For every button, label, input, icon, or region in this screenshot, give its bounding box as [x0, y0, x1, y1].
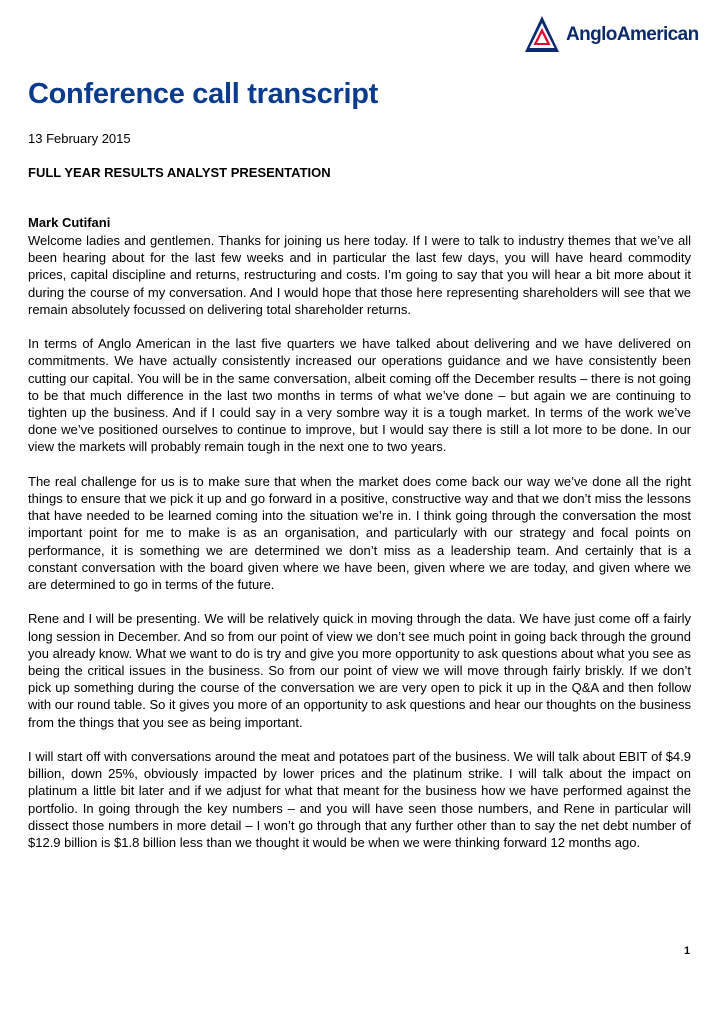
anglo-american-emblem-icon: [523, 14, 561, 56]
transcript-paragraph: Rene and I will be presenting. We will be relatively quick in moving through the data. We have just come off a fairly long session in December. And so from our point of view we don’t see much point in going back through the ground you already know. What we want to do is try and give you more opportunity to ask questions about what you see as being the critical issues in the business. So from our point of view we will move through fairly briskly. If we don’t pick up something during the course of the conversation we are very open to pick it up in the Q&A and then follow with our round table. So it gives you more of an opportunity to ask questions and hear our thoughts on the business from the things that you see as being important.: [28, 611, 691, 730]
page-number: 1: [684, 945, 691, 957]
document-date: 13 February 2015: [28, 131, 131, 146]
logo-wordmark: AngloAmerican: [566, 24, 699, 45]
anglo-american-logo: [523, 14, 699, 56]
transcript-paragraph: The real challenge for us is to make sure that when the market does come back our way we’ve done all the right things to ensure that we pick it up and go forward in a positive, constructive way and that we don’t miss the lessons that have needed to be learned coming into the situation we’re in. I think going through the conversation the most important point for me to make is as an organisation, and particularly with our strategy and focal points on performance, it is something we are determined we don’t miss as a leadership team. And certainly that is a constant conversation with the board given where we have been, given where we are today, and given where we are determined to go in terms of the future.: [28, 473, 691, 593]
transcript-paragraph: Welcome ladies and gentlemen. Thanks for joining us here today. If I were to talk to industry themes that we’ve all been hearing about for the last few weeks and in particular the last few days, you will have heard commodity prices, capital discipline and returns, restructuring and costs. I’m going to say that you will hear a bit more about it during the course of my conversation. And I would hope that those here representing shareholders will see that we remain absolutely focussed on delivering total shareholder returns.: [28, 233, 691, 317]
section-heading: FULL YEAR RESULTS ANALYST PRESENTATION: [28, 165, 331, 180]
transcript-paragraph: In terms of Anglo American in the last five quarters we have talked about delivering and we have delivered on commitments. We have actually consistently increased our operations guidance and we have consistently been cutting our capital. You will be in the same conversation, albeit coming off the December results – there is not going to be that much difference in the last two months in terms of what we’ve done – but again we are continuing to tighten up the business. And if I could say in a very sombre way it is a tough market. In terms of the work we’ve done we’ve positioned ourselves to continue to improve, but I would say there is still a lot more to be done. In our view the markets will probably remain tough in the next one to two years.: [28, 336, 691, 455]
transcript-body: [28, 232, 691, 868]
speaker-name: Mark Cutifani: [28, 215, 111, 230]
transcript-paragraph: I will start off with conversations around the meat and potatoes part of the business. We will talk about EBIT of $4.9 billion, down 25%, obviously impacted by lower prices and the platinum strike. I will talk about the impact on platinum a little bit later and if we adjust for what that meant for the business how we have performed against the portfolio. In going through the key numbers – and you will have seen those numbers, and Rene in particular will dissect those numbers in more detail – I won’t go through that any further other than to say the net debt number of $12.9 billion is $1.8 billion less than we thought it would be when we were thinking forward 12 months ago.: [28, 749, 691, 851]
page-title: Conference call transcript: [28, 78, 378, 110]
